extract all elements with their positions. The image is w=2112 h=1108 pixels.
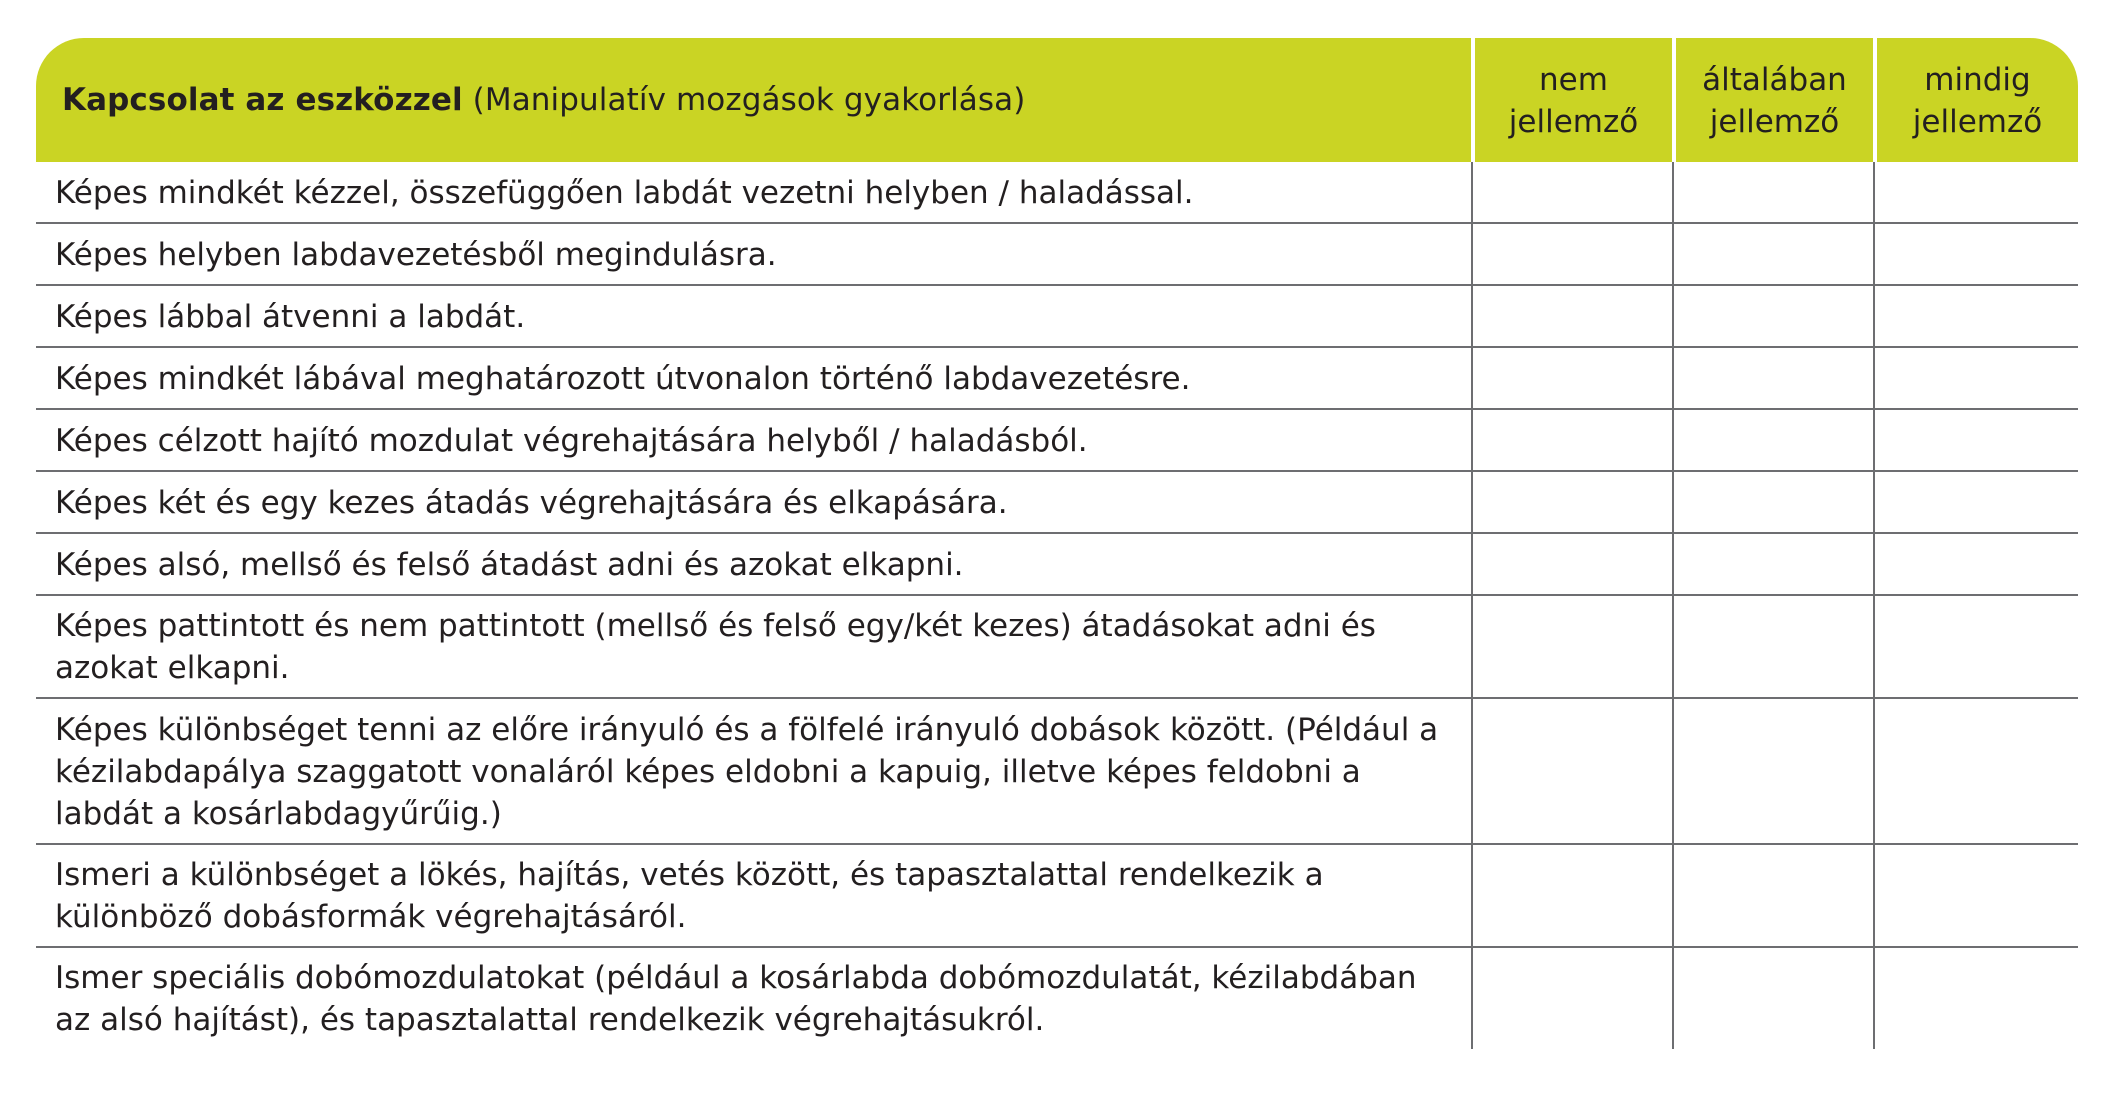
skill-checklist-table	[36, 38, 2078, 1049]
rating-cell-always-typical[interactable]	[1873, 410, 2078, 472]
rating-cell-usually-typical[interactable]	[1672, 348, 1873, 410]
rating-cell-always-typical[interactable]	[1873, 948, 2078, 1049]
table-row	[36, 948, 2078, 1049]
rating-cell-usually-typical[interactable]	[1672, 162, 1873, 224]
skill-description: Ismeri a különbséget a lökés, hajítás, vetés között, és tapasztalattal rendelkezik a különböző dobásformák végrehajtásáról.	[36, 845, 1471, 948]
table-row	[36, 596, 2078, 699]
skill-description: Képes helyben labdavezetésből megindulásra.	[36, 224, 1471, 286]
rating-cell-not-typical[interactable]	[1471, 224, 1672, 286]
rating-cell-always-typical[interactable]	[1873, 534, 2078, 596]
rating-cell-usually-typical[interactable]	[1672, 845, 1873, 948]
rating-cell-not-typical[interactable]	[1471, 534, 1672, 596]
table-row	[36, 534, 2078, 596]
skill-description: Képes célzott hajító mozdulat végrehajtására helyből / haladásból.	[36, 410, 1471, 472]
table-row	[36, 286, 2078, 348]
table-header	[36, 38, 2078, 162]
rating-cell-not-typical[interactable]	[1471, 410, 1672, 472]
rating-cell-always-typical[interactable]	[1873, 596, 2078, 699]
rating-cell-usually-typical[interactable]	[1672, 224, 1873, 286]
rating-cell-always-typical[interactable]	[1873, 472, 2078, 534]
table-title-bold: Kapcsolat az eszközzel	[62, 82, 463, 118]
rating-cell-not-typical[interactable]	[1471, 845, 1672, 948]
rating-cell-usually-typical[interactable]	[1672, 948, 1873, 1049]
skill-description: Képes különbséget tenni az előre irányuló és a fölfelé irányuló dobások között. (Például a kézilabdapálya szaggatott vonaláról képes eldobni a kapuig, illetve képes feldobni a labdát a kosárlabdagyűrűig.)	[36, 699, 1471, 845]
rating-cell-always-typical[interactable]	[1873, 845, 2078, 948]
skill-description: Képes két és egy kezes átadás végrehajtására és elkapására.	[36, 472, 1471, 534]
rating-cell-not-typical[interactable]	[1471, 286, 1672, 348]
table-title	[36, 38, 1471, 162]
rating-cell-usually-typical[interactable]	[1672, 534, 1873, 596]
rating-cell-always-typical[interactable]	[1873, 224, 2078, 286]
rating-cell-always-typical[interactable]	[1873, 699, 2078, 845]
column-header-not-typical: nem jellemző	[1471, 38, 1672, 162]
skill-description: Ismer speciális dobómozdulatokat (például a kosárlabda dobómozdulatát, kézilabdában az alsó hajítást), és tapasztalattal rendelkezik végrehajtásukról.	[55, 960, 1417, 1038]
rating-cell-always-typical[interactable]	[1873, 348, 2078, 410]
column-header-usually-typical: általában jellemző	[1672, 38, 1873, 162]
rating-cell-always-typical[interactable]	[1873, 286, 2078, 348]
skill-description: Képes pattintott és nem pattintott (mellső és felső egy/két kezes) átadásokat adni és azokat elkapni.	[36, 596, 1471, 699]
table-row	[36, 224, 2078, 286]
rating-cell-not-typical[interactable]	[1471, 699, 1672, 845]
rating-cell-usually-typical[interactable]	[1672, 699, 1873, 845]
rating-cell-usually-typical[interactable]	[1672, 286, 1873, 348]
rating-cell-usually-typical[interactable]	[1672, 596, 1873, 699]
rating-cell-not-typical[interactable]	[1471, 348, 1672, 410]
rating-cell-usually-typical[interactable]	[1672, 472, 1873, 534]
table-row	[36, 472, 2078, 534]
rating-cell-usually-typical[interactable]	[1672, 410, 1873, 472]
table-title-subtitle: (Manipulatív mozgások gyakorlása)	[462, 82, 1026, 118]
rating-cell-not-typical[interactable]	[1471, 596, 1672, 699]
skill-description: Képes alsó, mellső és felső átadást adni és azokat elkapni.	[36, 534, 1471, 596]
skill-description: Képes lábbal átvenni a labdát.	[36, 286, 1471, 348]
skill-description: Képes mindkét kézzel, összefüggően labdát vezetni helyben / haladással.	[36, 162, 1471, 224]
table-row	[36, 348, 2078, 410]
table-row	[36, 162, 2078, 224]
table-row	[36, 845, 2078, 948]
skill-description: Képes mindkét lábával meghatározott útvonalon történő labdavezetésre.	[36, 348, 1471, 410]
rating-cell-not-typical[interactable]	[1471, 472, 1672, 534]
rating-cell-not-typical[interactable]	[1471, 948, 1672, 1049]
table-row	[36, 699, 2078, 845]
rating-cell-not-typical[interactable]	[1471, 162, 1672, 224]
column-header-always-typical: mindig jellemző	[1873, 38, 2078, 162]
table-row	[36, 410, 2078, 472]
rating-cell-always-typical[interactable]	[1873, 162, 2078, 224]
